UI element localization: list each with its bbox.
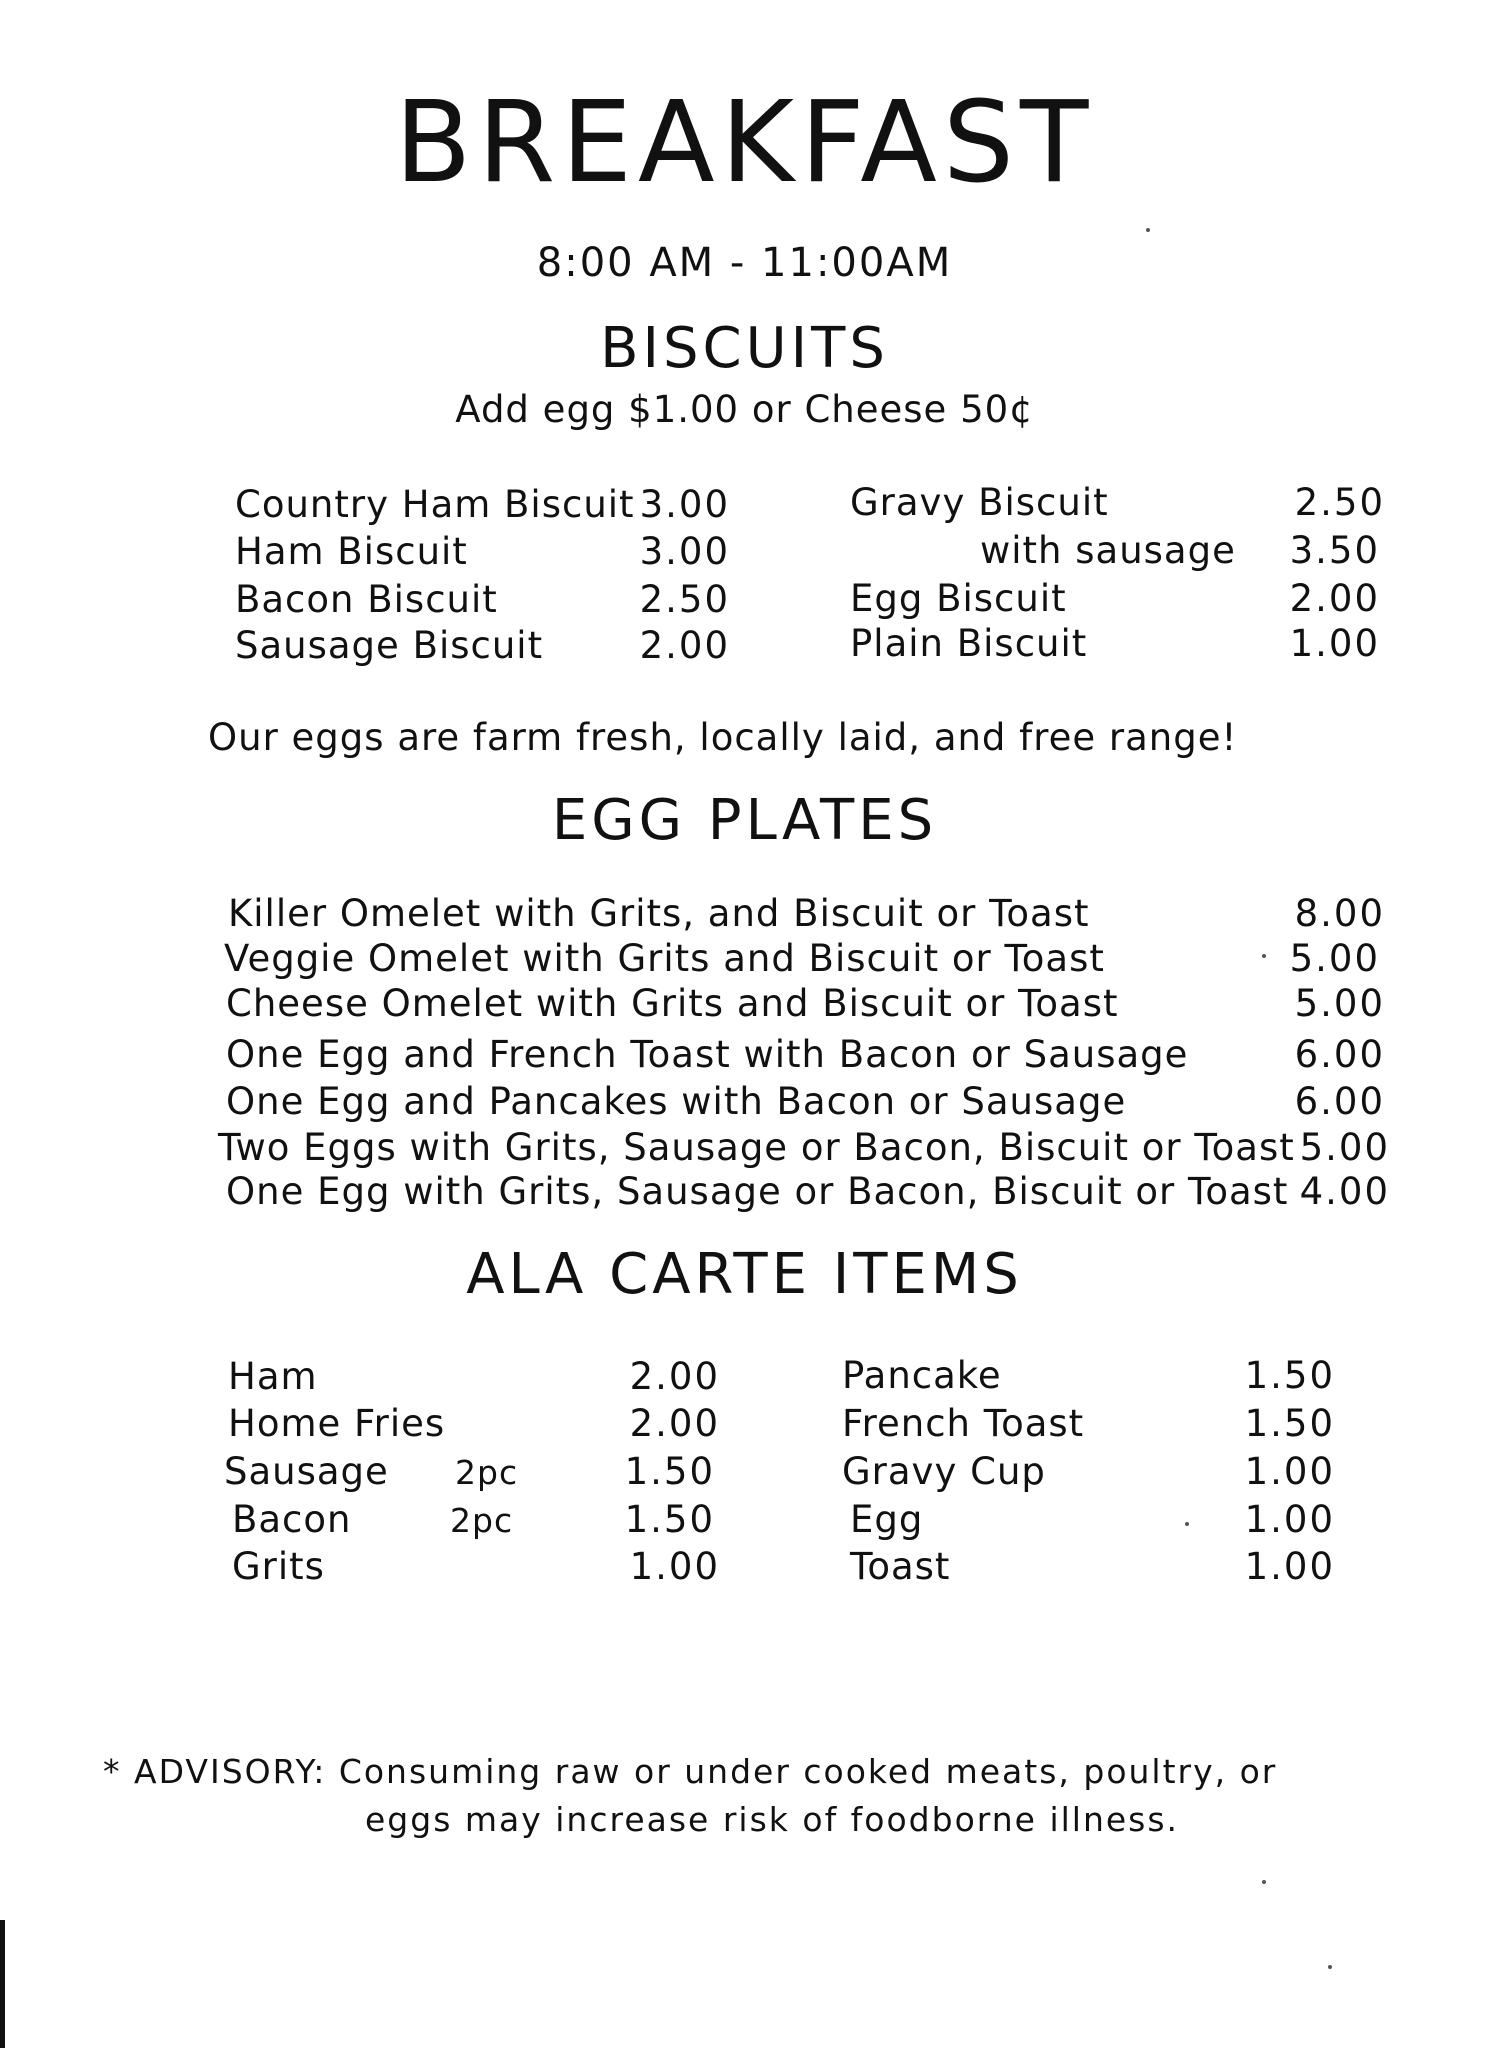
ala-carte-item-qty: 2pc xyxy=(455,1453,519,1492)
egg-plate-price: 5.00 xyxy=(1294,982,1385,1025)
ala-carte-item-price: 1.00 xyxy=(1244,1498,1335,1541)
ala-carte-item-price: 1.00 xyxy=(1244,1545,1335,1588)
egg-plates-heading: EGG PLATES xyxy=(551,788,938,853)
ala-carte-item-name: Ham xyxy=(228,1355,318,1398)
service-hours: 8:00 AM - 11:00AM xyxy=(536,240,953,286)
ala-carte-item-price: 1.00 xyxy=(1244,1450,1335,1493)
scan-speck xyxy=(1185,1522,1189,1526)
ala-carte-item-price: 2.00 xyxy=(629,1402,720,1445)
biscuit-item-price: 2.50 xyxy=(639,578,730,621)
advisory-line-1: * ADVISORY: Consuming raw or under cooked meats, poultry, or xyxy=(103,1752,1278,1791)
biscuit-item-price: 2.50 xyxy=(1294,481,1385,524)
eggs-note: Our eggs are farm fresh, locally laid, and free range! xyxy=(208,716,1238,759)
egg-plate-name: Killer Omelet with Grits, and Biscuit or Toast xyxy=(228,892,1090,935)
scan-speck xyxy=(1328,1965,1332,1969)
ala-carte-item-name: Bacon xyxy=(232,1498,352,1541)
biscuit-item-name: Ham Biscuit xyxy=(235,530,468,573)
egg-plate-name: Veggie Omelet with Grits and Biscuit or Toast xyxy=(224,937,1105,980)
biscuit-item-price: 3.00 xyxy=(639,483,730,526)
ala-carte-item-price: 1.50 xyxy=(624,1498,715,1541)
ala-carte-item-name: Pancake xyxy=(842,1354,1002,1397)
ala-carte-item-price: 1.50 xyxy=(1244,1354,1335,1397)
biscuit-item-price: 3.50 xyxy=(1289,529,1380,572)
ala-carte-heading: ALA CARTE ITEMS xyxy=(466,1242,1023,1307)
ala-carte-item-price: 1.50 xyxy=(1244,1402,1335,1445)
egg-plate-price: 6.00 xyxy=(1294,1080,1385,1123)
biscuit-item-name: Sausage Biscuit xyxy=(235,624,544,667)
ala-carte-item-name: Toast xyxy=(850,1545,951,1588)
menu-title: BREAKFAST xyxy=(394,78,1095,208)
egg-plate-name: One Egg and Pancakes with Bacon or Sausage xyxy=(226,1080,1127,1123)
egg-plate-price: 4.00 xyxy=(1299,1170,1390,1213)
egg-plate-name: Two Eggs with Grits, Sausage or Bacon, Biscuit or Toast xyxy=(218,1126,1295,1169)
ala-carte-item-name: Home Fries xyxy=(228,1402,446,1445)
scan-speck xyxy=(1262,954,1266,958)
advisory-line-2: eggs may increase risk of foodborne illness. xyxy=(365,1800,1180,1839)
ala-carte-item-price: 2.00 xyxy=(629,1355,720,1398)
egg-plate-price: 8.00 xyxy=(1294,892,1385,935)
egg-plate-price: 6.00 xyxy=(1294,1033,1385,1076)
egg-plate-name: One Egg and French Toast with Bacon or Sausage xyxy=(226,1033,1189,1076)
biscuit-item-name: Plain Biscuit xyxy=(850,622,1088,665)
scan-speck xyxy=(1146,228,1150,232)
egg-plate-name: Cheese Omelet with Grits and Biscuit or Toast xyxy=(226,982,1119,1025)
biscuit-item-name: Bacon Biscuit xyxy=(235,578,498,621)
scan-edge-mark xyxy=(0,1920,5,2048)
egg-plate-price: 5.00 xyxy=(1299,1126,1390,1169)
egg-plate-name: One Egg with Grits, Sausage or Bacon, Biscuit or Toast xyxy=(226,1170,1289,1213)
ala-carte-item-price: 1.50 xyxy=(624,1450,715,1493)
scan-speck xyxy=(1262,1880,1266,1884)
biscuit-item-price: 3.00 xyxy=(639,530,730,573)
biscuit-item-price: 2.00 xyxy=(639,624,730,667)
ala-carte-item-name: Grits xyxy=(232,1545,325,1588)
biscuit-item-name: with sausage xyxy=(980,529,1236,572)
biscuit-item-name: Gravy Biscuit xyxy=(850,481,1109,524)
biscuits-addon-note: Add egg $1.00 or Cheese 50¢ xyxy=(455,388,1034,431)
ala-carte-item-price: 1.00 xyxy=(629,1545,720,1588)
ala-carte-item-name: French Toast xyxy=(842,1402,1085,1445)
biscuit-item-price: 2.00 xyxy=(1289,577,1380,620)
ala-carte-item-qty: 2pc xyxy=(450,1501,514,1540)
ala-carte-item-name: Egg xyxy=(850,1498,924,1541)
ala-carte-item-name: Gravy Cup xyxy=(842,1450,1046,1493)
biscuit-item-name: Egg Biscuit xyxy=(850,577,1067,620)
biscuit-item-name: Country Ham Biscuit xyxy=(235,483,635,526)
biscuit-item-price: 1.00 xyxy=(1289,622,1380,665)
egg-plate-price: 5.00 xyxy=(1289,937,1380,980)
biscuits-heading: BISCUITS xyxy=(600,316,889,381)
ala-carte-item-name: Sausage xyxy=(224,1450,389,1493)
